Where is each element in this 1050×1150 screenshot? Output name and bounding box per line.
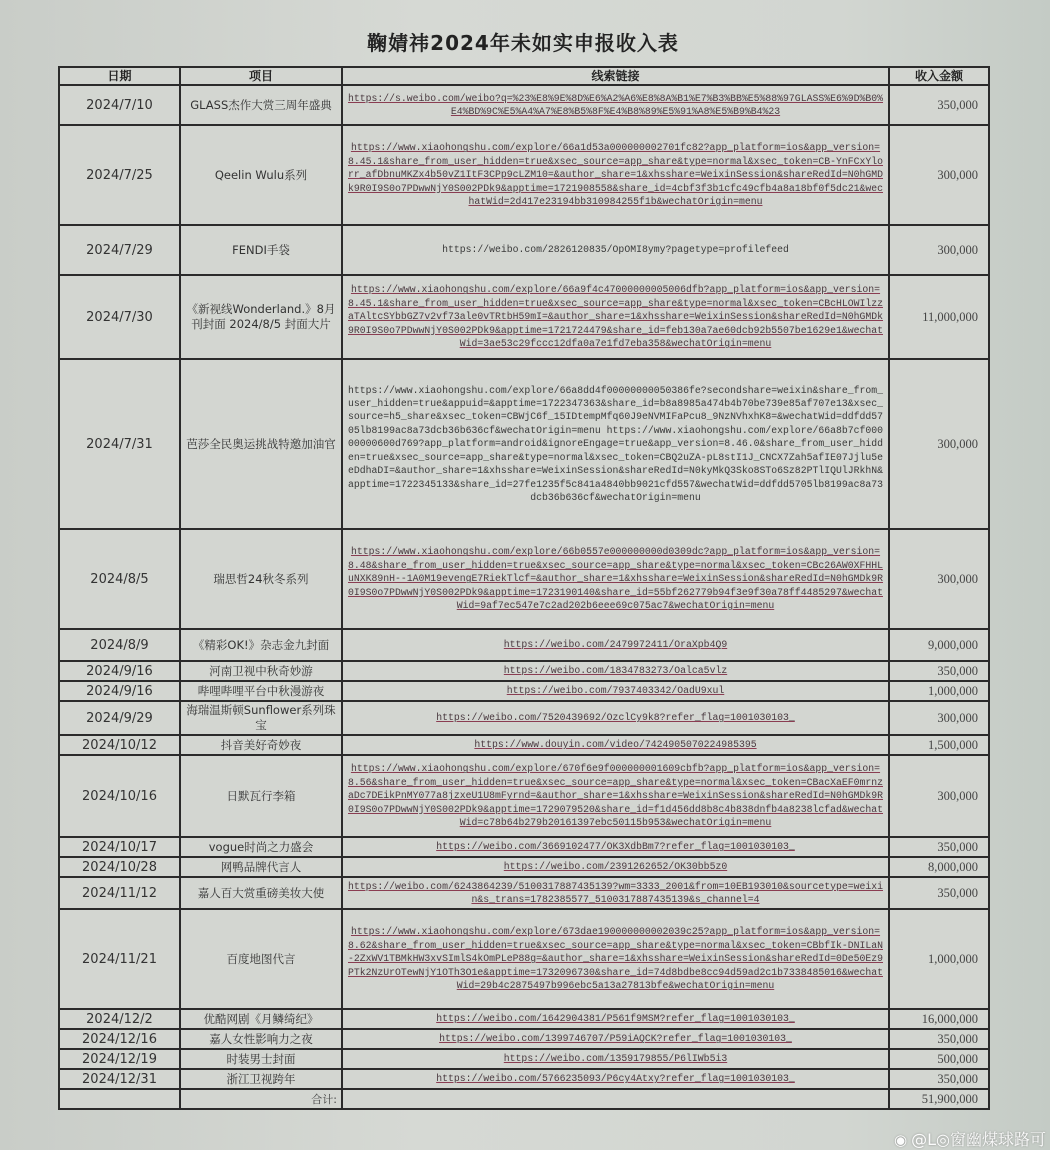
row-link[interactable]: https://weibo.com/5766235093/P6cy4Atxy?refer_flag=1001030103_ [436, 1073, 795, 1085]
row-link-cell [342, 529, 889, 629]
row-link[interactable]: https://www.xiaohongshu.com/explore/66a9f4c47000000005006dfb?app_platform=ios&app_version=8.45.1&share_from_user_hidden=true&xsec_source=app_share&type=normal&xsec_token=CBcHLOWIlzzaTAltcSYbbGZ7v2vf73ale0vTRtbH59mI=&author_share=1&xhsshare=WeixinSession&shareRedId=N0hGMDk9R0I9S0o7PDwwNjY0S002PDk9&apptime=1721724479&share_id=feb130a7ae60dcb92b5507be1629e1&wechatWid=3ae53c29fccc12dfa0a7e1fd7eba358&wechatOrigin=menu [348, 284, 883, 350]
row-amount: 300,000 [889, 125, 989, 225]
table-row [59, 225, 989, 275]
row-link-cell [342, 857, 889, 877]
row-item: FENDI手袋 [180, 225, 342, 275]
table-row [59, 681, 989, 701]
row-amount: 1,000,000 [889, 681, 989, 701]
header-amount: 收入金额 [889, 67, 989, 85]
row-amount: 1,000,000 [889, 909, 989, 1009]
row-amount: 350,000 [889, 85, 989, 125]
row-date: 2024/7/10 [59, 85, 180, 125]
table-header-row [59, 67, 989, 85]
row-date: 2024/7/25 [59, 125, 180, 225]
total-empty-date [59, 1089, 180, 1109]
row-amount: 1,500,000 [889, 735, 989, 755]
table-row [59, 857, 989, 877]
row-item: 哔哩哔哩平台中秋漫游夜 [180, 681, 342, 701]
row-item: 网鸭品牌代言人 [180, 857, 342, 877]
row-date: 2024/10/16 [59, 755, 180, 837]
row-amount: 350,000 [889, 1069, 989, 1089]
document-page [58, 20, 988, 1110]
row-date: 2024/7/30 [59, 275, 180, 359]
row-link-cell [342, 1069, 889, 1089]
watermark-text: @L◎窗幽煤球路可 [911, 1130, 1046, 1149]
row-link-cell [342, 661, 889, 681]
row-link[interactable]: https://weibo.com/3669102477/OK3XdbBm7?refer_flag=1001030103_ [436, 841, 795, 853]
row-item: 百度地图代言 [180, 909, 342, 1009]
row-amount: 11,000,000 [889, 275, 989, 359]
row-item: 抖音美好奇妙夜 [180, 735, 342, 755]
row-link[interactable]: https://weibo.com/1359179855/P6lIWb5i3 [503, 1053, 728, 1065]
row-link[interactable]: https://www.xiaohongshu.com/explore/670f6e9f000000001609cbfb?app_platform=ios&app_version=8.56&share_from_user_hidden=true&xsec_source=app_share&type=normal&xsec_token=CBacXaEF0mrnzaDc7DEikPnMY077a8jzxeU1U8mFyrnd=&author_share=1&xhsshare=WeixinSession&shareRedId=N0hGMDk9R0I9S0o7PDwwNjY0S002PDk9&apptime=1729079520&share_id=f1d456dd8b8c4b838dnfb4a8238lcfad&wechatWid=c78b64b279b20161397ebc50115b953&wechatOrigin=menu [348, 763, 883, 829]
table-row [59, 125, 989, 225]
table-row [59, 661, 989, 681]
row-item: 日默瓦行李箱 [180, 755, 342, 837]
row-date: 2024/9/16 [59, 681, 180, 701]
row-amount: 300,000 [889, 529, 989, 629]
document-title: 鞠婧祎2024年未如实申报收入表 [367, 31, 679, 55]
total-amount: 51,900,000 [889, 1089, 989, 1109]
row-amount: 300,000 [889, 225, 989, 275]
row-item: 浙江卫视跨年 [180, 1069, 342, 1089]
row-link-cell [342, 701, 889, 735]
row-amount: 300,000 [889, 701, 989, 735]
table-row [59, 85, 989, 125]
table-row [59, 1049, 989, 1069]
row-link-cell [342, 1029, 889, 1049]
row-amount: 350,000 [889, 837, 989, 857]
row-link[interactable]: https://www.xiaohongshu.com/explore/66a8dd4f00000000050386fe?secondshare=weixin&share_from_user_hidden=true&appuid=&apptime=1722347363&share_id=b8a8985a474b4b70be739e85af707e13&xsec_source=h5_share&xsec_token=CBWjC6f_15IDtempMfq60J9eNVMIFaPcu8_9NzNVhxhK8=&wechatWid=ddfdd5705lb8199ac8a73dcb36b636cf&wechatOrigin=menu https://www.xiaohongshu.com/explore/66a8b7cf00000000600d769?app_platform=android&ignoreEngage=true&app_version=8.46.0&share_from_user_hidden=true&xsec_source=app_share&type=normal&xsec_token=CBQ2uZA-pL8stI1J_CNCX7Zah5afIE07Jjlu5eeDdhaDI=&author_share=1&xhsshare=WeixinSession&shareRedId=N0kyMkQ3Sko8STo6Sz82PTlIQUlJRkhN&apptime=1722345133&share_id=27fe1235f5c841a4840bb9021cfd557&wechatWid=ddfdd5705lb8199ac8a73dcb36b636cf&wechatOrigin=menu [348, 384, 883, 503]
row-link[interactable]: https://www.douyin.com/video/7424905070224985395 [474, 739, 757, 751]
row-link-cell [342, 909, 889, 1009]
row-amount: 9,000,000 [889, 629, 989, 661]
row-link-cell [342, 1049, 889, 1069]
row-amount: 350,000 [889, 1029, 989, 1049]
row-item: 芭莎全民奥运挑战特邀加油官 [180, 359, 342, 529]
row-item: vogue时尚之力盛会 [180, 837, 342, 857]
row-date: 2024/12/19 [59, 1049, 180, 1069]
row-link[interactable]: https://www.xiaohongshu.com/explore/66a1d53a000000002701fc82?app_platform=ios&app_version=8.45.1&share_from_user_hidden=true&xsec_source=app_share&type=normal&xsec_token=CB-YnFCxYlorr_afDbnuMKZx4b50vZ1ItF3CPp9cLZM10=&author_share=1&xhsshare=WeixinSession&shareRedId=N0hGMDk9R0I9S0o7PDwwNjY0S002PDk9&apptime=1721908558&share_id=4cbf3f3b1cfc49cfb4a8a18bf0f5dc21&wechatWid=2d417e23194bb310984255f1b&wechatOrigin=menu [348, 142, 883, 208]
income-table [58, 66, 990, 1110]
table-row [59, 877, 989, 909]
header-item: 项目 [180, 67, 342, 85]
row-item: 嘉人百大赏重磅美妆大使 [180, 877, 342, 909]
header-date: 日期 [59, 67, 180, 85]
table-row [59, 529, 989, 629]
row-link-cell [342, 735, 889, 755]
table-row [59, 1029, 989, 1049]
table-row [59, 909, 989, 1009]
table-row [59, 1069, 989, 1089]
row-link-cell [342, 837, 889, 857]
row-amount: 8,000,000 [889, 857, 989, 877]
row-date: 2024/7/29 [59, 225, 180, 275]
row-date: 2024/12/16 [59, 1029, 180, 1049]
row-amount: 350,000 [889, 877, 989, 909]
row-link-cell [342, 125, 889, 225]
row-item: 海瑞温斯顿Sunflower系列珠宝 [180, 701, 342, 735]
row-date: 2024/9/29 [59, 701, 180, 735]
row-link-cell [342, 225, 889, 275]
row-date: 2024/10/12 [59, 735, 180, 755]
table-row [59, 1009, 989, 1029]
row-link-cell [342, 359, 889, 529]
row-link[interactable]: https://www.xiaohongshu.com/explore/673dae190000000002039c25?app_platform=ios&app_version=8.62&share_from_user_hidden=true&xsec_source=app_share&type=normal&xsec_token=CBbfIk-DNILaN-2ZxWV1TBMkHW3xvSImlS4kOmPLeP88g=&author_share=1&xhsshare=WeixinSession&shareRedId=0De50Ez9PTk2NzUrOTewNjY1OTh3O1e&apptime=1732096730&share_id=74d8bdbe8cc94d59ad2c1b7338485016&wechatWid=29b4c2875497b996ebc5a13a27813bfe&wechatOrigin=menu [348, 926, 883, 992]
row-amount: 300,000 [889, 755, 989, 837]
row-item: 优酷网剧《月鳞绮纪》 [180, 1009, 342, 1029]
table-row [59, 629, 989, 661]
row-date: 2024/12/2 [59, 1009, 180, 1029]
row-item: Qeelin Wulu系列 [180, 125, 342, 225]
row-date: 2024/8/9 [59, 629, 180, 661]
row-date: 2024/7/31 [59, 359, 180, 529]
row-item: 嘉人女性影响力之夜 [180, 1029, 342, 1049]
row-amount: 500,000 [889, 1049, 989, 1069]
row-link[interactable]: https://weibo.com/6243864239/5100317887435139?wm=3333_2001&from=10EB193010&sourcetype=weixin&s_trans=1782385577_5100317887435139&s_channel=4 [348, 880, 883, 905]
row-item: 河南卫视中秋奇妙游 [180, 661, 342, 681]
row-date: 2024/10/28 [59, 857, 180, 877]
row-link-cell [342, 877, 889, 909]
row-link[interactable]: https://weibo.com/2391262652/OK30bb5z0 [503, 861, 728, 873]
row-link-cell [342, 1009, 889, 1029]
total-empty-link [342, 1089, 889, 1109]
table-row [59, 701, 989, 735]
row-item: 《精彩OK!》杂志金九封面 [180, 629, 342, 661]
table-row [59, 837, 989, 857]
row-date: 2024/11/12 [59, 877, 180, 909]
row-date: 2024/11/21 [59, 909, 180, 1009]
weibo-logo-icon: ◉ [894, 1131, 908, 1149]
row-date: 2024/9/16 [59, 661, 180, 681]
row-item: GLASS杰作大赏三周年盛典 [180, 85, 342, 125]
row-link[interactable]: https://weibo.com/7520439692/OzclCy9k8?refer_flag=1001030103_ [436, 712, 795, 724]
row-link[interactable]: https://weibo.com/2479972411/OraXpb4Q9 [503, 639, 728, 651]
row-link[interactable]: https://weibo.com/1399746707/P59iAQCK?refer_flag=1001030103_ [439, 1033, 792, 1045]
row-link[interactable]: https://weibo.com/7937403342/OadU9xul [506, 685, 725, 697]
table-body [59, 85, 989, 1089]
row-link[interactable]: https://s.weibo.com/weibo?q=%23%E8%9E%8D%E6%A2%A6%E8%8A%B1%E7%B3%BB%E5%88%97GLASS%E6%9D%B0%E4%BD%9C%E5%A4%A7%E8%B5%8F%E4%B8%89%E5%91%A8%E5%B9%B4%23 [348, 92, 883, 117]
row-date: 2024/10/17 [59, 837, 180, 857]
row-link-cell [342, 629, 889, 661]
total-row [59, 1089, 989, 1109]
table-row [59, 735, 989, 755]
total-label: 合计: [180, 1089, 342, 1109]
row-item: 时装男士封面 [180, 1049, 342, 1069]
row-link-cell [342, 275, 889, 359]
table-row [59, 275, 989, 359]
header-link: 线索链接 [342, 67, 889, 85]
row-link[interactable]: https://weibo.com/2826120835/OpOMI8ymy?pagetype=profilefeed [442, 244, 789, 256]
row-amount: 350,000 [889, 661, 989, 681]
row-date: 2024/8/5 [59, 529, 180, 629]
table-row [59, 359, 989, 529]
table-row [59, 755, 989, 837]
row-amount: 16,000,000 [889, 1009, 989, 1029]
row-date: 2024/12/31 [59, 1069, 180, 1089]
row-link[interactable]: https://www.xiaohongshu.com/explore/66b0557e000000000d0309dc?app_platform=ios&app_version=8.48&share_from_user_hidden=true&xsec_source=app_share&type=normal&xsec_token=CBc26AW0XFHHLuNXK89nH--1A0M19evengE7RiekTlcf=&author_share=1&xhsshare=WeixinSession&shareRedId=N0hGMDk9R0I9S0o7PDwwNjY0S002PDk9&apptime=1723190140&share_id=55bf262779b94f3e9f30a78ff4485297&wechatWid=9af7ec547e7c2ad202b6eee69c075ac7&wechatOrigin=menu [348, 546, 883, 612]
row-link-cell [342, 85, 889, 125]
weibo-watermark [894, 1127, 1046, 1147]
row-item: 瑞思哲24秋冬系列 [180, 529, 342, 629]
row-link[interactable]: https://weibo.com/1834783273/Oalca5vlz [503, 665, 728, 677]
row-item: 《新视线Wonderland.》8月刊封面 2024/8/5 封面大片 [180, 275, 342, 359]
row-link-cell [342, 755, 889, 837]
row-link-cell [342, 681, 889, 701]
row-link[interactable]: https://weibo.com/1642904381/P561f9MSM?refer_flag=1001030103_ [436, 1013, 795, 1025]
row-amount: 300,000 [889, 359, 989, 529]
